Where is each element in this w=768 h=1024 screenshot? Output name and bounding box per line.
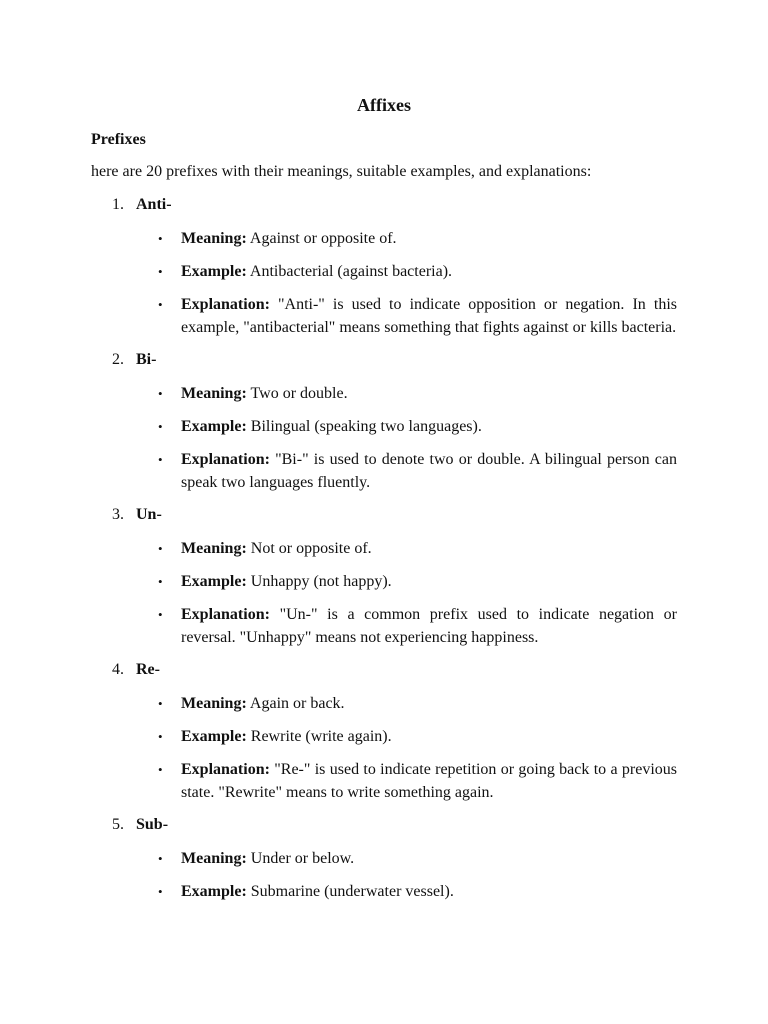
detail-label: Example:: [181, 573, 247, 590]
detail-list: [91, 227, 677, 339]
detail-item: [91, 537, 677, 560]
bullet-icon: •: [158, 297, 163, 312]
detail-label: Explanation:: [181, 296, 270, 313]
detail-text: "Anti-" is used to indicate opposition or negation. In this example, "antibacterial" means something that fights against or kills bacteria.: [181, 296, 677, 336]
prefix-item: [91, 505, 677, 649]
prefix-item: [91, 350, 677, 494]
detail-text: Rewrite (write again).: [250, 728, 392, 745]
detail-text: Not or opposite of.: [250, 540, 372, 557]
bullet-icon: •: [158, 851, 163, 866]
bullet-icon: •: [158, 264, 163, 279]
detail-list: [91, 692, 677, 804]
detail-label: Example:: [181, 263, 247, 280]
bullet-icon: •: [158, 419, 163, 434]
prefix-number: 5.: [112, 816, 124, 833]
detail-item: [91, 692, 677, 715]
detail-list: [91, 382, 677, 494]
detail-list: [91, 537, 677, 649]
prefix-name: Re-: [136, 661, 160, 678]
detail-label: Example:: [181, 883, 247, 900]
detail-item: [91, 382, 677, 405]
bullet-icon: •: [158, 386, 163, 401]
detail-label: Explanation:: [181, 451, 270, 468]
page-title: Affixes: [357, 95, 411, 115]
prefix-name: Sub-: [136, 816, 169, 833]
detail-item: [91, 293, 677, 339]
prefix-number: 1.: [112, 196, 124, 213]
prefix-name: Anti-: [136, 196, 172, 213]
detail-label: Meaning:: [181, 230, 247, 247]
detail-label: Meaning:: [181, 695, 247, 712]
detail-label: Meaning:: [181, 850, 247, 867]
prefix-heading: [91, 660, 677, 680]
bullet-icon: •: [158, 541, 163, 556]
detail-text: Submarine (underwater vessel).: [250, 883, 454, 900]
prefix-name: Bi-: [136, 351, 157, 368]
prefix-item: [91, 660, 677, 804]
detail-item: [91, 758, 677, 804]
intro-paragraph: here are 20 prefixes with their meanings, suitable examples, and explanations:: [91, 163, 592, 180]
detail-text: Two or double.: [250, 385, 348, 402]
bullet-icon: •: [158, 729, 163, 744]
detail-item: [91, 725, 677, 748]
detail-text: Again or back.: [249, 695, 345, 712]
detail-label: Explanation:: [181, 761, 270, 778]
bullet-icon: •: [158, 762, 163, 777]
detail-label: Meaning:: [181, 540, 247, 557]
prefix-heading: [91, 505, 677, 525]
prefix-number: 4.: [112, 661, 124, 678]
prefix-item: [91, 195, 677, 339]
detail-item: [91, 570, 677, 593]
detail-item: [91, 880, 677, 903]
detail-label: Explanation:: [181, 606, 270, 623]
bullet-icon: •: [158, 574, 163, 589]
prefix-heading: [91, 815, 677, 835]
prefix-number: 3.: [112, 506, 124, 523]
detail-text: "Un-" is a common prefix used to indicate negation or reversal. "Unhappy" means not experiencing happiness.: [181, 606, 678, 646]
section-heading: Prefixes: [91, 131, 146, 148]
detail-item: [91, 260, 677, 283]
detail-text: Bilingual (speaking two languages).: [250, 418, 482, 435]
detail-label: Meaning:: [181, 385, 247, 402]
detail-text: Under or below.: [250, 850, 355, 867]
detail-item: [91, 603, 677, 649]
detail-item: [91, 847, 677, 870]
bullet-icon: •: [158, 452, 163, 467]
detail-label: Example:: [181, 418, 247, 435]
detail-item: [91, 415, 677, 438]
detail-item: [91, 448, 677, 494]
detail-text: "Bi-" is used to denote two or double. A bilingual person can speak two languages fluently.: [181, 451, 677, 491]
bullet-icon: •: [158, 607, 163, 622]
prefix-name: Un-: [136, 506, 162, 523]
bullet-icon: •: [158, 231, 163, 246]
detail-label: Example:: [181, 728, 247, 745]
prefix-item: [91, 815, 677, 903]
prefix-number: 2.: [112, 351, 124, 368]
detail-text: Against or opposite of.: [249, 230, 397, 247]
bullet-icon: •: [158, 884, 163, 899]
detail-item: [91, 227, 677, 250]
detail-text: Antibacterial (against bacteria).: [249, 263, 453, 280]
detail-text: Unhappy (not happy).: [250, 573, 392, 590]
prefix-heading: [91, 195, 677, 215]
detail-text: "Re-" is used to indicate repetition or going back to a previous state. "Rewrite" means to write something again.: [181, 761, 678, 801]
prefix-list: [91, 195, 677, 914]
bullet-icon: •: [158, 696, 163, 711]
detail-list: [91, 847, 677, 903]
prefix-heading: [91, 350, 677, 370]
